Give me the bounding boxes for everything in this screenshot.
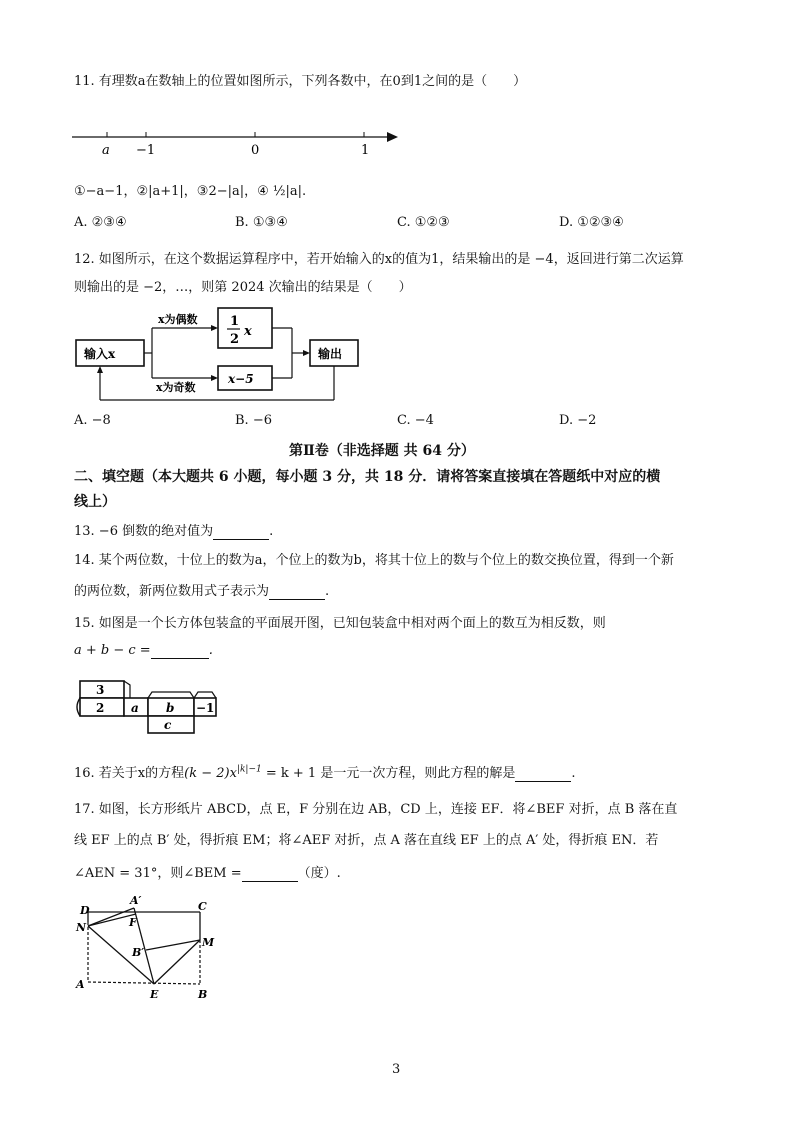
q17-answer-blank[interactable] [242, 866, 298, 882]
pt-B: B [198, 988, 208, 1001]
label-a: a [102, 143, 110, 158]
section2-heading-line2: 线上） [74, 494, 116, 510]
half-denominator: 2 [230, 332, 240, 347]
net-label-3: 3 [96, 683, 105, 697]
q12-option-c[interactable]: C. −4 [397, 413, 434, 428]
q16-prefix: 16. 若关于x的方程 [74, 766, 185, 781]
pt-D: D [80, 904, 90, 917]
q11-option-d[interactable]: D. ①②③④ [559, 215, 624, 230]
q12-line2: 则输出的是 −2，…，则第 2024 次输出的结果是（ ） [74, 280, 412, 295]
q15-line1: 15. 如图是一个长方体包装盒的平面展开图，已知包装盒中相对两个面上的数互为相反数，则 [74, 616, 606, 631]
q13-text: 13. −6 倒数的绝对值为 [74, 524, 214, 539]
edge-AB-dashed [88, 982, 200, 984]
pt-N: N [76, 921, 87, 934]
q16-exponent: |k|−1 [236, 764, 262, 775]
q12-line1: 12. 如图所示，在这个数据运算程序中，若开始输入的x的值为1，结果输出的是 −4，返回进行第二次运算 [74, 252, 684, 267]
box-output-label: 输出 [318, 347, 343, 361]
pt-Ap: A′ [130, 894, 142, 907]
q11-text: 11. 有理数a在数轴上的位置如图所示，下列各数中，在0到1之间的是（ ） [74, 74, 527, 89]
q11-option-c[interactable]: C. ①②③ [397, 215, 450, 230]
q12-option-a[interactable]: A. −8 [74, 413, 111, 428]
q14-end: . [325, 584, 330, 599]
pt-C: C [198, 900, 207, 913]
q17-end: （度）. [297, 866, 341, 881]
q16-answer-blank[interactable] [515, 766, 571, 782]
net-label-a: a [131, 701, 139, 715]
q11-option-b[interactable]: B. ①③④ [235, 215, 288, 230]
q11-option-a[interactable]: A. ②③④ [74, 215, 127, 230]
q16-eq: (k − 2)x [184, 766, 237, 781]
q16-rest: = k + 1 是一元一次方程，则此方程的解是 [261, 766, 516, 781]
label-odd: x为奇数 [156, 381, 196, 394]
net-label-c: c [164, 718, 172, 732]
q13-answer-blank[interactable] [213, 524, 269, 540]
fold-diagram [70, 890, 220, 1008]
box-input-label: 输入x [84, 347, 116, 361]
pt-Bp: B′ [132, 946, 145, 959]
q11-items: ①−a−1，②|a+1|，③2−|a|，④ ½|a|. [74, 184, 307, 199]
pt-A: A [76, 978, 85, 991]
label-minus1: −1 [136, 143, 156, 158]
net-label-m1: −1 [196, 701, 215, 715]
pt-M: M [202, 936, 215, 949]
q12-option-d[interactable]: D. −2 [559, 413, 597, 428]
label-even: x为偶数 [158, 313, 198, 326]
net-label-b: b [166, 701, 175, 715]
q13 [74, 520, 273, 540]
q17-line1: 17. 如图，长方形纸片 ABCD，点 E，F 分别在边 AB，CD 上，连接 EF．将∠BEF 对折，点 B 落在直 [74, 802, 678, 817]
q13-end: . [269, 524, 274, 539]
net-label-2: 2 [96, 701, 105, 715]
q14-line2: 的两位数，新两位数用式子表示为 [74, 584, 270, 599]
number-line [66, 126, 406, 158]
q16-end: . [571, 766, 576, 781]
q15-expr: a + b − c = [74, 643, 151, 658]
half-numerator: 1 [230, 314, 240, 329]
section2-title: 第Ⅱ卷（非选择题 共 64 分） [289, 443, 475, 459]
q15-end: . [208, 643, 213, 658]
q14-line2-wrap [74, 580, 329, 600]
q15-expr-wrap [74, 643, 213, 659]
box-net [72, 676, 222, 740]
q16 [74, 762, 575, 782]
q17-line3: ∠AEN = 31°，则∠BEM = [74, 866, 242, 881]
half-variable: x [244, 324, 252, 339]
section2-heading-line1: 二、填空题（本大题共 6 小题，每小题 3 分，共 18 分．请将答案直接填在答题纸中对应的横 [74, 469, 661, 485]
q14-line1: 14. 某个两位数，十位上的数为a，个位上的数为b，将其十位上的数与个位上的数交换位置，得到一个新 [74, 553, 674, 568]
axis-arrow [387, 132, 398, 142]
q17-line3-wrap [74, 862, 341, 882]
q12-option-b[interactable]: B. −6 [235, 413, 272, 428]
page-number: 3 [392, 1062, 401, 1077]
flowchart [70, 300, 370, 410]
pt-E: E [150, 988, 159, 1001]
box-minus5-label: x−5 [228, 372, 254, 386]
label-one: 1 [361, 143, 370, 158]
label-zero: 0 [251, 143, 260, 158]
q15-answer-blank[interactable] [151, 643, 209, 659]
pt-F: F [129, 916, 137, 929]
q17-line2: 线 EF 上的点 B′ 处，得折痕 EM；将∠AEF 对折，点 A 落在直线 EF 上的点 A′ 处，得折痕 EN．若 [74, 833, 659, 848]
q14-answer-blank[interactable] [269, 584, 325, 600]
